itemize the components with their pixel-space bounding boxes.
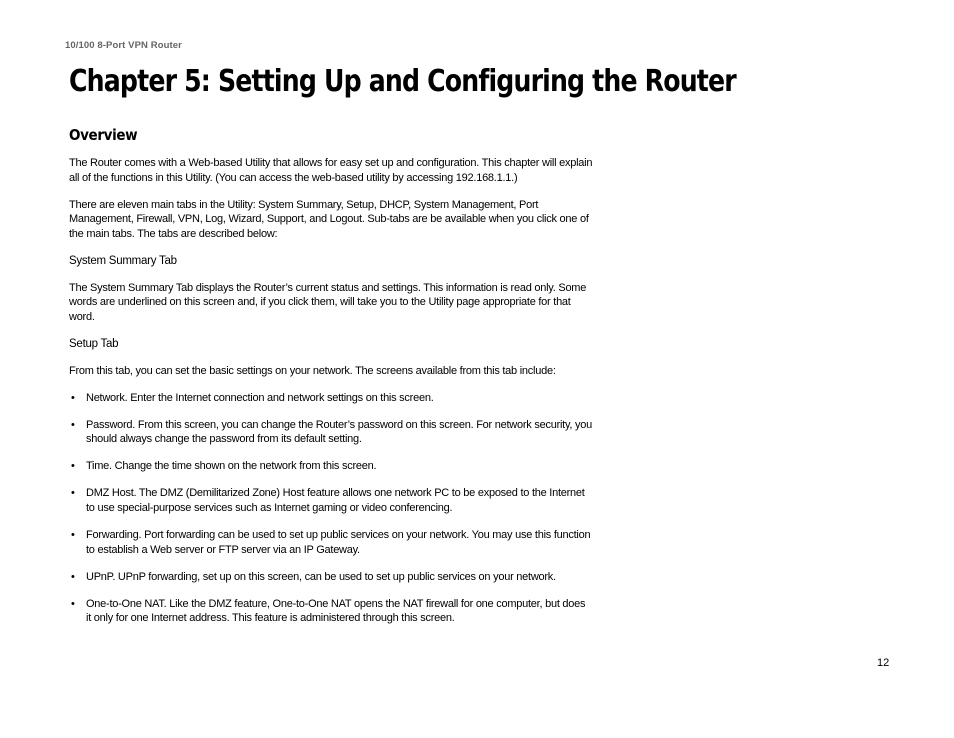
list-item-text: One-to-One NAT. Like the DMZ feature, One-to-One NAT opens the NAT firewall for one computer, but does it only for one Internet address. This feature is administered through this screen. bbox=[86, 597, 586, 625]
system-summary-heading: System Summary Tab bbox=[69, 254, 177, 267]
list-item-text: DMZ Host. The DMZ (Demilitarized Zone) Host feature allows one network PC to be exposed to the Internet to use special-purpose services such as Internet gaming or video conferencing. bbox=[86, 487, 585, 515]
body-text bbox=[69, 156, 593, 638]
section-title: Overview bbox=[69, 126, 138, 144]
list-item-text: Time. Change the time shown on the network from this screen. bbox=[86, 460, 377, 473]
list-item-forwarding bbox=[69, 528, 593, 557]
list-item-password bbox=[69, 418, 593, 447]
bullet-icon: • bbox=[71, 487, 75, 500]
tabs-paragraph: There are eleven main tabs in the Utility: System Summary, Setup, DHCP, System Management, Port Management, Firewall, VPN, Log, Wizard, Support, and Logout. Sub-tabs are be available when you click one of the main tabs. The tabs are described below: bbox=[69, 198, 589, 240]
intro-paragraph: The Router comes with a Web-based Utility that allows for easy set up and configuration. This chapter will explain all of the functions in this Utility. (You can access the web-based utility by accessing 192.168.1.1.) bbox=[69, 157, 593, 184]
bullet-icon: • bbox=[71, 391, 75, 404]
setup-screens-list bbox=[69, 391, 593, 626]
list-item-text: Forwarding. Port forwarding can be used to set up public services on your network. You may use this function to establish a Web server or FTP server via an IP Gateway. bbox=[86, 529, 591, 556]
bullet-icon: • bbox=[71, 460, 75, 473]
list-item-text: Password. From this screen, you can change the Router’s password on this screen. For network security, you should always change the password from its default setting. bbox=[86, 418, 593, 446]
bullet-icon: • bbox=[71, 570, 75, 583]
list-item-network bbox=[69, 391, 593, 406]
list-item-text: Network. Enter the Internet connection and network settings on this screen. bbox=[86, 391, 434, 404]
running-header: 10/100 8-Port VPN Router bbox=[65, 40, 182, 51]
bullet-icon: • bbox=[71, 418, 75, 431]
bullet-icon: • bbox=[71, 529, 75, 541]
list-item-dmz-host bbox=[69, 486, 593, 515]
setup-heading: Setup Tab bbox=[69, 337, 119, 350]
bullet-icon: • bbox=[71, 597, 75, 610]
list-item-text: UPnP. UPnP forwarding, set up on this screen, can be used to set up public services on your network. bbox=[86, 570, 556, 583]
list-item-one-to-one-nat bbox=[69, 597, 593, 626]
list-item-time bbox=[69, 459, 593, 474]
chapter-title: Chapter 5: Setting Up and Configuring the Router bbox=[69, 64, 736, 99]
page-number: 12 bbox=[877, 657, 890, 669]
list-item-upnp bbox=[69, 570, 593, 585]
setup-paragraph: From this tab, you can set the basic settings on your network. The screens available from this tab include: bbox=[69, 364, 556, 377]
system-summary-paragraph: The System Summary Tab displays the Router’s current status and settings. This information is read only. Some words are underlined on this screen and, if you click them, will take you to the Utility page appropriate for that word. bbox=[69, 281, 587, 323]
